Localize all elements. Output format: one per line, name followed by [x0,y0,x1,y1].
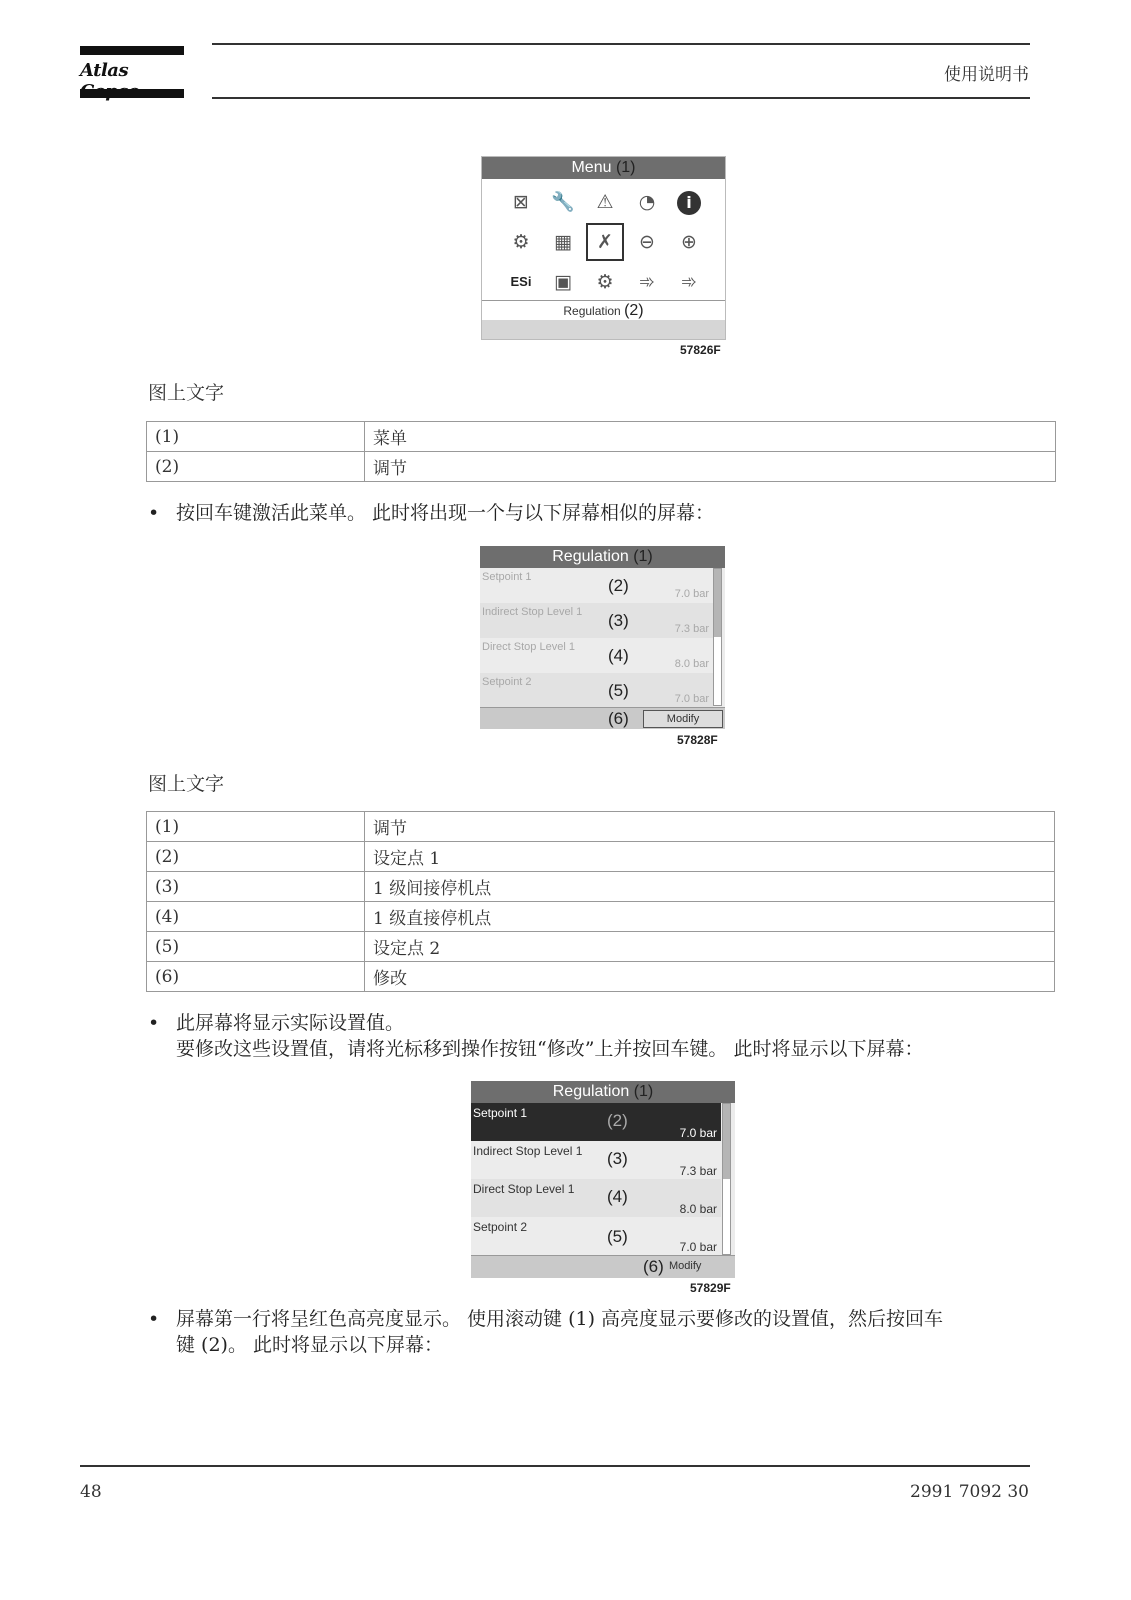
setting-value: 8.0 bar [674,658,709,670]
menu-bottom-bar [482,320,725,340]
figure-id: 57826F [680,343,721,357]
table-row [147,812,1055,842]
figure-id: 57828F [677,733,718,747]
setting-callout: (2) [607,1111,628,1130]
legend-key: (6) [147,962,365,992]
selected-item-label: Regulation [563,304,621,318]
legend-value: 菜单 [365,422,1056,452]
menu-title-text: Menu [571,159,612,176]
display-icon: ▦ [554,231,572,253]
setting-name: Setpoint 2 [473,1220,528,1234]
menu-icon-grid [504,185,709,309]
hand-arrow-icon: ➾ [639,271,655,293]
list-item [480,568,713,603]
legend-table-2 [146,811,1055,992]
clock-icon: ◔ [638,191,656,213]
header-rule-top [212,43,1030,45]
regulation-title-text: Regulation [552,548,629,565]
list-item [480,603,713,638]
bullet-dot: • [148,1012,160,1034]
legend-key: (5) [147,932,365,962]
atlas-copco-logo [80,46,184,100]
legend-value: 设定点 2 [365,932,1055,962]
table-row [147,962,1055,992]
legend-key: (2) [147,842,365,872]
legend-value: 调节 [365,812,1055,842]
legend-key: (1) [147,422,365,452]
list-item [480,673,713,708]
regulation-bottom-bar [480,707,725,729]
figure-id: 57829F [690,1281,731,1295]
regulation-screen-figure [480,546,725,729]
setting-value: 7.0 bar [674,588,709,600]
save-icon: ▣ [554,271,572,293]
bullet-text-line1: 屏幕第一行将呈红色高亮度显示。 使用滚动键 (1) 高亮度显示要修改的设置值，然后按回车 [176,1308,944,1330]
warning-icon: ⚠ [596,191,614,213]
modify-button: Modify [643,710,723,728]
scrollbar [722,1103,731,1255]
bullet-text-line2: 要修改这些设置值，请将光标移到操作按钮“修改”上并按回车键。 此时将显示以下屏幕： [176,1038,924,1060]
wrench-icon: 🔧 [551,191,575,213]
setting-callout: (4) [608,646,629,665]
footer-rule [80,1465,1030,1467]
list-item-highlighted [471,1103,721,1141]
gears-icon: ⚙ [596,271,614,293]
bullet-text-line1: 此屏幕将显示实际设置值。 [176,1012,405,1034]
modify-button: Modify [669,1260,702,1272]
setting-name: Indirect Stop Level 1 [482,606,583,618]
regulation-bottom-bar [471,1255,735,1278]
service-icon: ⚙ [512,231,530,253]
menu-screen-title [482,157,725,179]
list-item [471,1217,721,1255]
regulation-screen-title [471,1081,735,1103]
legend-value: 设定点 1 [365,842,1055,872]
esi-icon: ESi [510,274,532,289]
regulation-title-callout: (1) [633,548,653,565]
regulation-title-callout: (1) [633,1083,654,1100]
legend-value: 1 级间接停机点 [365,872,1055,902]
table-row [147,872,1055,902]
scrollbar-thumb [723,1104,730,1179]
hand-arrow-icon: ➾ [681,271,697,293]
bullet-text: 按回车键激活此菜单。 此时将出现一个与以下屏幕相似的屏幕： [176,502,715,524]
scrollbar [713,568,722,706]
back-arrow-icon: ⊖ [639,231,655,253]
list-item [471,1179,721,1217]
menu-screen-figure [481,156,726,340]
setting-callout: (3) [608,611,629,630]
setting-name: Direct Stop Level 1 [482,641,575,653]
setting-name: Direct Stop Level 1 [473,1182,575,1196]
setting-callout: (4) [607,1187,628,1206]
logo-top-bar [80,46,184,55]
cross-box-icon: ⊠ [513,191,529,213]
setting-value: 8.0 bar [679,1202,717,1216]
menu-selected-label [482,302,725,320]
setting-value: 7.0 bar [674,693,709,705]
regulation-screen-title [480,546,725,568]
legend-value: 1 级直接停机点 [365,902,1055,932]
setting-name: Setpoint 1 [482,571,532,583]
page-number: 48 [80,1482,102,1502]
header-rule-bottom [212,97,1030,99]
legend-key: (3) [147,872,365,902]
table-row [147,932,1055,962]
setting-callout: (3) [607,1149,628,1168]
regulation-title-text: Regulation [552,1083,630,1100]
document-number: 2991 7092 30 [910,1482,1029,1502]
document-title: 使用说明书 [944,65,1029,85]
selected-item-callout: (2) [624,302,644,319]
legend-key: (1) [147,812,365,842]
setting-value: 7.3 bar [674,623,709,635]
setting-value: 7.3 bar [679,1164,717,1178]
setting-callout: (2) [608,576,629,595]
list-item [471,1141,721,1179]
legend-key: (2) [147,452,365,482]
menu-title-callout: (1) [615,159,636,176]
bullet-text-line2: 键 (2)。 此时将显示以下屏幕： [176,1334,443,1356]
logo-text: Atlas [80,60,129,81]
modify-callout: (6) [643,1257,664,1276]
logo-bottom-bar [80,89,184,98]
table-row [147,422,1056,452]
list-item [480,638,713,673]
legend-table-1 [146,421,1056,482]
regulation-screen-highlighted-figure [471,1081,735,1278]
bullet-dot: • [148,1308,160,1330]
legend-value: 调节 [365,452,1056,482]
table-row [147,902,1055,932]
regulation-icon: ✗ [586,223,624,261]
legend-caption: 图上文字 [148,773,225,795]
legend-value: 修改 [365,962,1055,992]
setting-name: Indirect Stop Level 1 [473,1144,583,1158]
setting-name: Setpoint 2 [482,676,532,688]
legend-caption: 图上文字 [148,382,225,404]
setting-name: Setpoint 1 [473,1106,528,1120]
scrollbar-thumb [714,569,721,637]
legend-key: (4) [147,902,365,932]
setting-callout: (5) [607,1227,628,1246]
setting-value: 7.0 bar [679,1240,717,1254]
modify-callout: (6) [608,709,629,728]
bullet-dot: • [148,502,160,524]
info-icon: i [674,187,704,217]
table-row [147,842,1055,872]
setting-callout: (5) [608,681,629,700]
setting-value: 7.0 bar [679,1126,717,1140]
table-row [147,452,1056,482]
menu-separator [482,300,725,301]
forward-arrow-icon: ⊕ [681,231,697,253]
